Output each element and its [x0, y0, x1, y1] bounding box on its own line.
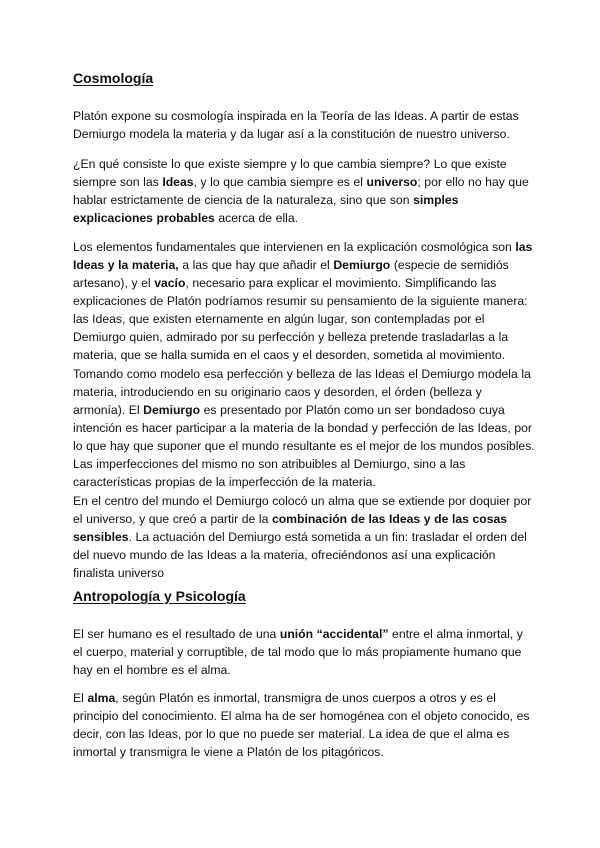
bold-text-run: Ideas [162, 175, 194, 189]
text-run: entre el alma inmortal, y el cuerpo, material y corruptible, de tal modo que lo más propiamente humano que hay en el hombre es el alma. [73, 627, 523, 677]
text-run: Los elementos fundamentales que intervienen en la explicación cosmológica son [73, 240, 516, 254]
text-run: , según Platón es inmortal, transmigra de unos cuerpos a otros y es el principio del conocimiento. El alma ha de ser homogénea con el objeto conocido, es decir, con las Ideas, por lo que no puede ser material. La idea de que el alma es inmortal y transmigra le viene a Platón de los pitagóricos. [73, 691, 530, 759]
bold-text-run: Demiurgo [333, 258, 391, 272]
bold-text-run: combinación de las Ideas y de las cosas sensibles [73, 512, 508, 544]
text-run: , necesario para explicar el movimiento. Simplificando las explicaciones de Platón podríamos resumir su pensamiento de la siguiente manera: las Ideas, que existen eternamente en algún lugar, son contempladas por el Demiurgo quien, admirado por su perfección y belleza pretende trasladarlas a la materia, que se halla sumida en el caos y el desorden, sometida al movimiento. [73, 276, 528, 362]
text-run: Platón expone su cosmología inspirada en la Teoría de las Ideas. A partir de estas Demiurgo modela la materia y da lugar así a la constitución de nuestro universo. [73, 109, 519, 141]
section-heading-antropologia: Antropología y Psicología [73, 588, 246, 604]
paragraph [73, 107, 535, 143]
text-run: ¿En qué consiste lo que existe siempre y lo que cambia siempre? Lo que existe siempre son las [73, 157, 507, 189]
text-run: El [73, 691, 88, 705]
text-run: , y lo que cambia siempre es el [193, 175, 367, 189]
text-run: es presentado por Platón como un ser bondadoso cuya intención es hacer participar a la materia de la bondad y perfección de las Ideas, por lo que hay que suponer que el mundo resultante es el mejor de los mundos posibles. Las imperfecciones del mismo no son atribuibles al Demiurgo, sino a las características propias de la imperfección de la materia. [73, 403, 535, 489]
bold-text-run: unión “accidental” [279, 627, 389, 641]
bold-text-run: simples explicaciones probables [73, 193, 459, 225]
paragraph [73, 689, 535, 761]
paragraph [73, 155, 535, 227]
text-run: (especie de semidiós artesano), y el [73, 258, 509, 290]
text-run: En el centro del mundo el Demiurgo colocó un alma que se extiende por doquier por el universo, y que creó a partir de la [73, 494, 532, 526]
paragraph [73, 365, 535, 491]
text-run: acerca de ella. [214, 211, 299, 225]
text-run: El ser humano es el resultado de una [73, 627, 280, 641]
text-run: . La actuación del Demiurgo está sometida a un fin: trasladar el orden del del nuevo mundo de las Ideas a la materia, ofreciéndonos así una explicación finalista universo [73, 530, 527, 580]
section-heading-cosmologia: Cosmología [73, 70, 154, 86]
bold-text-run: Demiurgo [143, 403, 201, 417]
paragraph [73, 625, 535, 679]
bold-text-run: vacío [154, 276, 186, 290]
text-run: ; por ello no hay que hablar estrictamente de ciencia de la naturaleza, sino que son [73, 175, 529, 207]
paragraph [73, 492, 535, 582]
bold-text-run: universo [366, 175, 418, 189]
bold-text-run: alma [87, 691, 116, 705]
bold-text-run: las Ideas y la materia, [73, 240, 533, 272]
text-run: a las que hay que añadir el [178, 258, 334, 272]
text-run: Tomando como modelo esa perfección y belleza de las Ideas el Demiurgo modela la materia, introduciendo en su originario caos y desorden, el órden (belleza y armonía). El [73, 367, 531, 417]
paragraph [73, 238, 535, 364]
